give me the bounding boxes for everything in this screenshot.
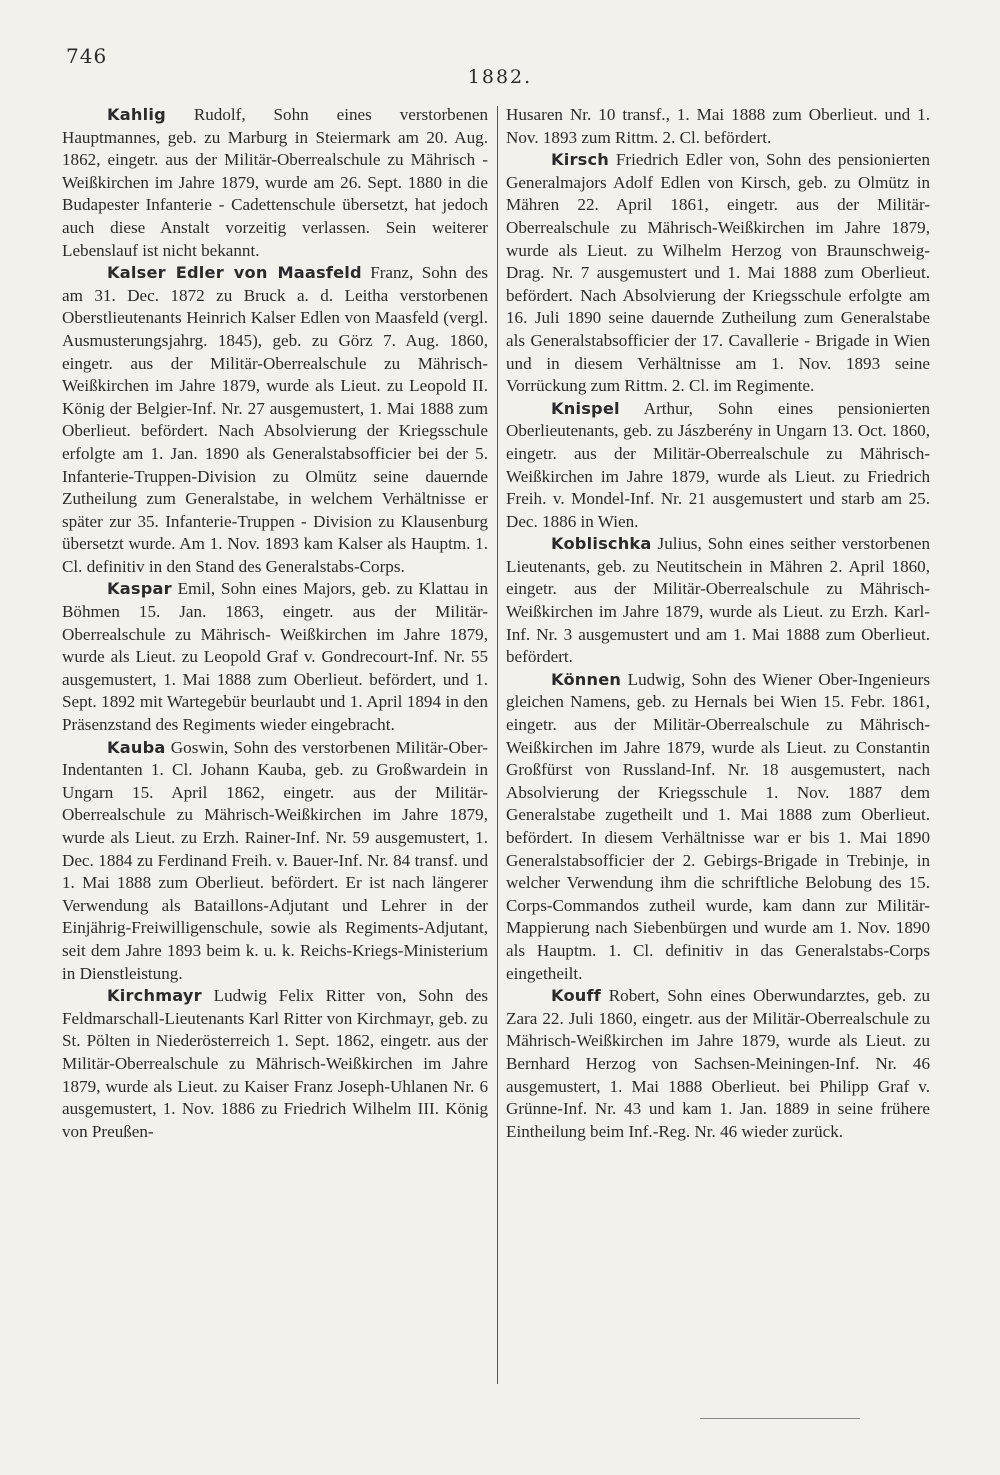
entry-surname: Knispel	[551, 398, 620, 418]
entry-text: Ludwig Felix Ritter von, Sohn des Feldmarschall-Lieutenants Karl Ritter von Kirchmayr, geb. zu St. Pölten in Niederösterreich 1. Sept. 1862, eingetr. aus der Militär-Oberrealschule zu Mährisch-Weißkirchen im Jahre 1879, wurde als Lieut. zu Kaiser Franz Joseph-Uhlanen Nr. 6 ausgemustert, 1. Nov. 1886 zu Friedrich Wilhelm III. König von Preußen-	[62, 986, 488, 1141]
biography-entry	[506, 533, 930, 669]
entry-surname: Kirsch	[551, 150, 610, 170]
column-divider	[497, 106, 498, 1384]
biography-entry	[506, 669, 930, 985]
biography-entry	[506, 985, 930, 1143]
biography-entry	[62, 737, 488, 986]
entry-text: Emil, Sohn eines Majors, geb. zu Klattau in Böhmen 15. Jan. 1863, eingetr. aus der Militär-Oberrealschule zu Mährisch- Weißkirchen im Jahre 1879, wurde als Lieut. zu Leopold Graf v. Gondrecourt-Inf. Nr. 55 ausgemustert, 1. Mai 1888 zum Oberlieut. befördert, und 1. Sept. 1892 mit Wartegebür beurlaubt und 1. April 1894 in den Präsenzstand des Regiments wieder eingebracht.	[62, 579, 488, 735]
biography-entry	[506, 398, 930, 534]
entry-surname: Kaspar	[107, 579, 172, 599]
footer-rule	[700, 1418, 860, 1419]
running-header-year: 1882.	[467, 66, 533, 88]
entry-text: Ludwig, Sohn des Wiener Ober-Ingenieurs gleichen Namens, geb. zu Hernals bei Wien 15. Febr. 1861, eingetr. aus der Militär-Oberrealschule zu Mährisch-Weißkirchen im Jahre 1879, wurde als Lieut. zu Constantin Großfürst von Russland-Inf. Nr. 18 ausgemustert, nach Absolvierung der Kriegsschule 1. Nov. 1887 dem Generalstabe zugetheilt und 1. Mai 1888 zum Oberlieut. befördert. In diesem Verhältnisse war er bis 1. Mai 1890 Generalstabsofficier der 2. Gebirgs-Brigade in Trebinje, in welcher Verwendung ihm die schriftliche Belobung des 15. Corps-Commandos zutheil wurde, kam dann zur Militär-Mappierung nach Siebenbürgen und wurde am 1. Nov. 1890 als Hauptm. 1. Cl. definitiv in das Generalstabs-Corps eingetheilt.	[506, 669, 930, 983]
entry-surname: Kahlig	[107, 105, 166, 124]
entry-text: Julius, Sohn eines seither verstorbenen Lieutenants, geb. zu Neutitschein in Mähren 2. April 1860, eingetr. aus der Militär-Oberrealschule zu Mährisch-Weißkirchen im Jahre 1879, wurde als Lieut. zu Erzh. Karl-Inf. Nr. 3 ausgemustert und am 1. Mai 1888 zum Oberlieut. befördert.	[506, 534, 930, 667]
entry-surname: Kouff	[551, 986, 601, 1006]
entry-text: Franz, Sohn des am 31. Dec. 1872 zu Bruck a. d. Leitha verstorbenen Oberstlieutenants Heinrich Kalser Edlen von Maasfeld (vergl. Ausmusterungsjahrg. 1845), geb. zu Görz 7. Aug. 1860, eingetr. aus der Militär-Oberrealschule zu Mährisch-Weißkirchen im Jahre 1879, wurde als Lieut. zu Leopold II. König der Belgier-Inf. Nr. 27 ausgemustert, 1. Mai 1888 zum Oberlieut. befördert. Nach Absolvierung der Kriegsschule erfolgte am 1. Jan. 1890 als Generalstabsofficier bei der 5. Infanterie-Truppen-Division zu Olmütz seine dauernde Zutheilung zum Generalstabe, in welchem Verhältnisse er später zur 35. Infanterie-Truppen - Division zu Klausenburg übersetzt wurde. Am 1. Nov. 1893 kam Kalser als Hauptm. 1. Cl. definitiv in den Stand des Generalstabs-Corps.	[62, 263, 489, 576]
entry-surname: Kalser Edler von Maasfeld	[107, 263, 362, 283]
entry-continuation: Husaren Nr. 10 transf., 1. Mai 1888 zum Oberlieut. und 1. Nov. 1893 zum Rittm. 2. Cl. befördert.	[506, 105, 930, 147]
biography-entry	[506, 149, 930, 398]
biography-entry	[62, 578, 488, 736]
biography-entry	[62, 262, 488, 578]
entry-text: Robert, Sohn eines Oberwundarztes, geb. zu Zara 22. Juli 1860, eingetr. aus der Militär-Oberrealschule zu Mährisch-Weißkirchen im Jahre 1879, wurde als Lieut. zu Bernhard Herzog von Sachsen-Meiningen-Inf. Nr. 46 ausgemustert, 1. Mai 1888 Oberlieut. bei Philipp Graf v. Grünne-Inf. Nr. 43 und kam 1. Jan. 1889 in seine frühere Eintheilung beim Inf.-Reg. Nr. 46 wieder zurück.	[506, 986, 930, 1141]
entry-text: Goswin, Sohn des verstorbenen Militär-Ober-Indentanten 1. Cl. Johann Kauba, geb. zu Großwardein in Ungarn 15. April 1862, eingetr. aus der Militär-Oberrealschule zu Mährisch-Weißkirchen im Jahre 1879, wurde als Lieut. zu Erzh. Rainer-Inf. Nr. 59 ausgemustert, 1. Dec. 1884 zu Ferdinand Freih. v. Bauer-Inf. Nr. 84 transf. und 1. Mai 1888 zum Oberlieut. befördert. Er ist nach längerer Verwendung als Bataillons-Adjutant und Lehrer in der Einjährig-Freiwilligenschule, sowie als Regiments-Adjutant, seit dem Jahre 1893 beim k. u. k. Reichs-Kriegs-Ministerium in Dienstleistung.	[62, 737, 488, 983]
page-number: 746	[66, 44, 108, 68]
right-column	[506, 104, 930, 1143]
entry-text: Friedrich Edler von, Sohn des pensionierten Generalmajors Adolf Edlen von Kirsch, geb. zu Olmütz in Mähren 22. April 1861, eingetr. aus der Militär-Oberrealschule zu Mährisch-Weißkirchen im Jahre 1879, wurde als Lieut. zu Wilhelm Herzog von Braunschweig-Drag. Nr. 7 ausgemustert und 1. Mai 1888 zum Oberlieut. befördert. Nach Absolvierung der Kriegsschule erfolgte am 16. Juli 1890 seine dauernde Zutheilung zum Generalstabe als Generalstabsofficier der 17. Cavallerie - Brigade in Wien und in diesem Verhältnisse am 1. Nov. 1893 seine Vorrückung zum Rittm. 2. Cl. im Regimente.	[506, 150, 930, 396]
entry-surname: Können	[551, 669, 622, 689]
entry-surname: Kirchmayr	[107, 986, 202, 1006]
entry-text: Arthur, Sohn eines pensionierten Oberlieutenants, geb. zu Jászberény in Ungarn 13. Oct. 1860, eingetr. aus der Militär-Oberrealschule zu Mährisch-Weißkirchen im Jahre 1879, wurde als Lieut. zu Friedrich Freih. v. Mondel-Inf. Nr. 21 ausgemustert und starb am 25. Dec. 1886 in Wien.	[506, 398, 930, 531]
biography-entry	[62, 985, 488, 1143]
entry-surname: Koblischka	[551, 534, 652, 554]
entry-surname: Kauba	[107, 737, 166, 757]
biography-entry	[62, 104, 488, 262]
left-column	[62, 104, 488, 1143]
entry-text: Rudolf, Sohn eines verstorbenen Hauptmannes, geb. zu Marburg in Steiermark am 20. Aug. 1862, eingetr. aus der Militär-Oberrealschule zu Mährisch - Weißkirchen im Jahre 1879, wurde am 26. Sept. 1880 in die Budapester Infanterie - Cadettenschule übersetzt, hat jedoch auch diese Anstalt vorzeitig verlassen. Sein weiterer Lebenslauf ist nicht bekannt.	[62, 105, 488, 260]
